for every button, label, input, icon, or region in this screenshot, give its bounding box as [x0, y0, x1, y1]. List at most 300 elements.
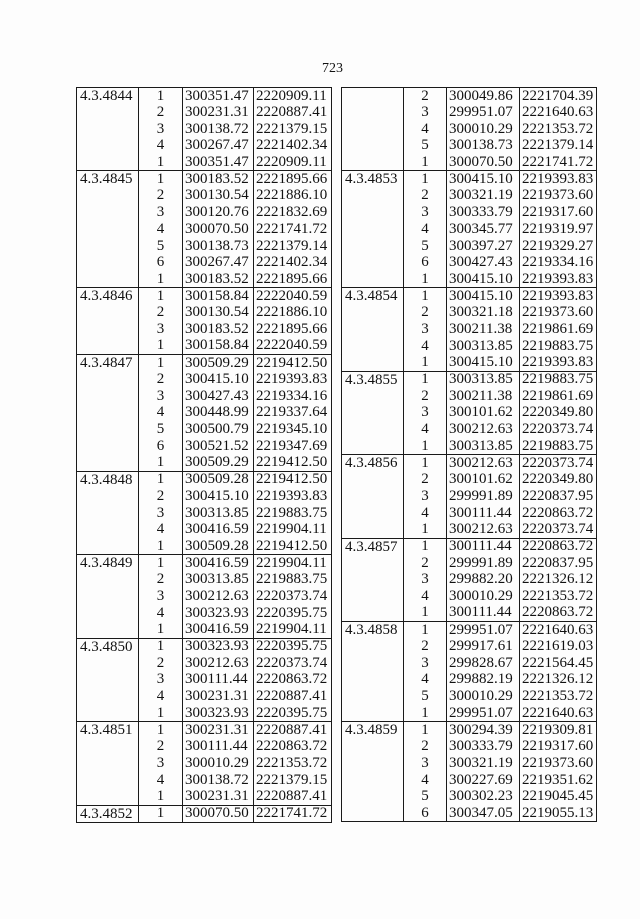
point-number-cell: 6	[139, 438, 183, 455]
y-coordinate-cell: 2221832.69	[254, 204, 332, 221]
point-number-cell: 4	[404, 588, 447, 605]
point-number-cell: 3	[139, 505, 183, 522]
point-number-cell: 1	[404, 455, 447, 472]
point-number-cell: 5	[404, 688, 447, 705]
point-number-cell: 1	[139, 154, 183, 171]
point-number-cell: 1	[404, 622, 447, 639]
y-coordinate-cell: 2220909.11	[254, 154, 332, 171]
y-coordinate-cell: 2219373.60	[520, 755, 597, 772]
parcel-id-cell: 4.3.4859	[342, 722, 404, 822]
y-coordinate-cell: 2221379.14	[254, 238, 332, 255]
point-number-cell: 2	[404, 88, 447, 105]
point-number-cell: 3	[404, 321, 447, 338]
x-coordinate-cell: 300231.31	[183, 688, 254, 705]
point-number-cell: 2	[139, 655, 183, 672]
y-coordinate-cell: 2219317.60	[520, 738, 597, 755]
y-coordinate-cell: 2222040.59	[254, 338, 332, 355]
x-coordinate-cell: 300509.29	[183, 455, 254, 472]
y-coordinate-cell: 2221326.12	[520, 571, 597, 588]
table-row	[77, 805, 332, 822]
parcel-id-cell: 4.3.4850	[77, 638, 139, 721]
y-coordinate-cell: 2219393.83	[254, 371, 332, 388]
y-coordinate-cell: 2219412.50	[254, 471, 332, 488]
point-number-cell: 2	[404, 555, 447, 572]
x-coordinate-cell: 300231.31	[183, 788, 254, 805]
y-coordinate-cell: 2221886.10	[254, 188, 332, 205]
point-number-cell: 3	[404, 571, 447, 588]
parcel-id-cell: 4.3.4853	[342, 171, 404, 288]
x-coordinate-cell: 300120.76	[183, 204, 254, 221]
y-coordinate-cell: 2221895.66	[254, 321, 332, 338]
point-number-cell: 3	[139, 588, 183, 605]
point-number-cell: 1	[139, 705, 183, 722]
x-coordinate-cell: 300231.31	[183, 104, 254, 121]
point-number-cell: 2	[139, 188, 183, 205]
point-number-cell: 3	[404, 655, 447, 672]
point-number-cell: 3	[404, 204, 447, 221]
parcel-id-cell	[342, 88, 404, 171]
y-coordinate-cell: 2219904.11	[254, 555, 332, 572]
point-number-cell: 2	[404, 304, 447, 321]
x-coordinate-cell: 300321.19	[447, 755, 520, 772]
point-number-cell: 1	[404, 538, 447, 555]
x-coordinate-cell: 300351.47	[183, 154, 254, 171]
y-coordinate-cell: 2219319.97	[520, 221, 597, 238]
x-coordinate-cell: 300070.50	[183, 805, 254, 822]
x-coordinate-cell: 299882.20	[447, 571, 520, 588]
point-number-cell: 4	[139, 138, 183, 155]
table-row	[77, 171, 332, 188]
x-coordinate-cell: 300313.85	[183, 505, 254, 522]
point-number-cell: 1	[139, 455, 183, 472]
x-coordinate-cell: 300101.62	[447, 471, 520, 488]
point-number-cell: 1	[404, 288, 447, 305]
point-number-cell: 5	[139, 421, 183, 438]
point-number-cell: 3	[404, 104, 447, 121]
point-number-cell: 4	[139, 405, 183, 422]
point-number-cell: 1	[139, 788, 183, 805]
y-coordinate-cell: 2221895.66	[254, 271, 332, 288]
y-coordinate-cell: 2219373.60	[520, 304, 597, 321]
y-coordinate-cell: 2221326.12	[520, 672, 597, 689]
y-coordinate-cell: 2219045.45	[520, 788, 597, 805]
point-number-cell: 4	[404, 421, 447, 438]
point-number-cell: 3	[139, 321, 183, 338]
y-coordinate-cell: 2221402.34	[254, 254, 332, 271]
point-number-cell: 2	[139, 488, 183, 505]
y-coordinate-cell: 2220887.41	[254, 722, 332, 739]
x-coordinate-cell: 300111.44	[183, 738, 254, 755]
left-coordinate-table	[76, 87, 332, 823]
x-coordinate-cell: 300010.29	[447, 588, 520, 605]
y-coordinate-cell: 2220863.72	[520, 605, 597, 622]
x-coordinate-cell: 299991.89	[447, 488, 520, 505]
x-coordinate-cell: 300158.84	[183, 288, 254, 305]
x-coordinate-cell: 300070.50	[447, 154, 520, 171]
x-coordinate-cell: 300212.63	[447, 421, 520, 438]
x-coordinate-cell: 300183.52	[183, 271, 254, 288]
x-coordinate-cell: 300070.50	[183, 221, 254, 238]
right-coordinate-table	[341, 87, 597, 822]
y-coordinate-cell: 2219883.75	[520, 438, 597, 455]
y-coordinate-cell: 2221704.39	[520, 88, 597, 105]
x-coordinate-cell: 300521.52	[183, 438, 254, 455]
point-number-cell: 2	[139, 571, 183, 588]
x-coordinate-cell: 300212.63	[447, 455, 520, 472]
y-coordinate-cell: 2221353.72	[520, 588, 597, 605]
y-coordinate-cell: 2220373.74	[520, 521, 597, 538]
y-coordinate-cell: 2221379.15	[254, 121, 332, 138]
point-number-cell: 1	[404, 371, 447, 388]
parcel-id-cell: 4.3.4846	[77, 288, 139, 355]
x-coordinate-cell: 300427.43	[183, 388, 254, 405]
y-coordinate-cell: 2221379.15	[254, 772, 332, 789]
x-coordinate-cell: 300351.47	[183, 88, 254, 105]
x-coordinate-cell: 300416.59	[183, 622, 254, 639]
x-coordinate-cell: 300211.38	[447, 321, 520, 338]
y-coordinate-cell: 2219904.11	[254, 622, 332, 639]
x-coordinate-cell: 300500.79	[183, 421, 254, 438]
x-coordinate-cell: 299882.19	[447, 672, 520, 689]
y-coordinate-cell: 2221402.34	[254, 138, 332, 155]
y-coordinate-cell: 2221353.72	[520, 121, 597, 138]
x-coordinate-cell: 300267.47	[183, 138, 254, 155]
x-coordinate-cell: 300333.79	[447, 738, 520, 755]
point-number-cell: 1	[404, 605, 447, 622]
x-coordinate-cell: 300049.86	[447, 88, 520, 105]
point-number-cell: 2	[404, 638, 447, 655]
point-number-cell: 1	[139, 638, 183, 655]
y-coordinate-cell: 2220373.74	[254, 588, 332, 605]
y-coordinate-cell: 2220887.41	[254, 688, 332, 705]
x-coordinate-cell: 300267.47	[183, 254, 254, 271]
point-number-cell: 4	[404, 772, 447, 789]
y-coordinate-cell: 2219904.11	[254, 521, 332, 538]
x-coordinate-cell: 300294.39	[447, 722, 520, 739]
x-coordinate-cell: 300323.93	[183, 638, 254, 655]
x-coordinate-cell: 300138.72	[183, 772, 254, 789]
point-number-cell: 1	[139, 622, 183, 639]
point-number-cell: 1	[404, 722, 447, 739]
point-number-cell: 6	[404, 805, 447, 822]
table-row	[77, 288, 332, 305]
x-coordinate-cell: 300313.85	[447, 438, 520, 455]
point-number-cell: 1	[139, 271, 183, 288]
point-number-cell: 1	[139, 538, 183, 555]
point-number-cell: 2	[139, 304, 183, 321]
table-row	[342, 455, 597, 472]
table-row	[342, 171, 597, 188]
point-number-cell: 1	[139, 471, 183, 488]
point-number-cell: 4	[404, 121, 447, 138]
x-coordinate-cell: 300138.73	[183, 238, 254, 255]
point-number-cell: 4	[139, 605, 183, 622]
x-coordinate-cell: 300397.27	[447, 238, 520, 255]
x-coordinate-cell: 300212.63	[183, 655, 254, 672]
x-coordinate-cell: 300323.93	[183, 705, 254, 722]
point-number-cell: 3	[139, 672, 183, 689]
x-coordinate-cell: 299828.67	[447, 655, 520, 672]
x-coordinate-cell: 300448.99	[183, 405, 254, 422]
x-coordinate-cell: 300313.85	[447, 338, 520, 355]
table-row	[342, 622, 597, 639]
table-row	[77, 471, 332, 488]
x-coordinate-cell: 300321.18	[447, 304, 520, 321]
x-coordinate-cell: 300302.23	[447, 788, 520, 805]
table-row	[342, 722, 597, 739]
x-coordinate-cell: 299951.07	[447, 622, 520, 639]
x-coordinate-cell: 300183.52	[183, 321, 254, 338]
point-number-cell: 1	[139, 171, 183, 188]
point-number-cell: 4	[139, 688, 183, 705]
point-number-cell: 3	[139, 755, 183, 772]
y-coordinate-cell: 2220373.74	[520, 455, 597, 472]
y-coordinate-cell: 2219345.10	[254, 421, 332, 438]
table-row	[77, 638, 332, 655]
y-coordinate-cell: 2219393.83	[520, 171, 597, 188]
y-coordinate-cell: 2221353.72	[520, 688, 597, 705]
point-number-cell: 4	[139, 221, 183, 238]
table-row	[342, 538, 597, 555]
y-coordinate-cell: 2219055.13	[520, 805, 597, 822]
x-coordinate-cell: 299951.07	[447, 705, 520, 722]
parcel-id-cell: 4.3.4855	[342, 371, 404, 454]
point-number-cell: 2	[404, 188, 447, 205]
y-coordinate-cell: 2219309.81	[520, 722, 597, 739]
x-coordinate-cell: 300416.59	[183, 555, 254, 572]
parcel-id-cell: 4.3.4857	[342, 538, 404, 621]
y-coordinate-cell: 2221619.03	[520, 638, 597, 655]
parcel-id-cell: 4.3.4858	[342, 622, 404, 722]
y-coordinate-cell: 2220373.74	[520, 421, 597, 438]
y-coordinate-cell: 2219861.69	[520, 388, 597, 405]
y-coordinate-cell: 2220373.74	[254, 655, 332, 672]
y-coordinate-cell: 2219334.16	[520, 254, 597, 271]
y-coordinate-cell: 2220887.41	[254, 788, 332, 805]
y-coordinate-cell: 2219393.83	[254, 488, 332, 505]
point-number-cell: 1	[139, 555, 183, 572]
y-coordinate-cell: 2221741.72	[254, 221, 332, 238]
point-number-cell: 4	[404, 338, 447, 355]
point-number-cell: 3	[404, 488, 447, 505]
point-number-cell: 1	[404, 271, 447, 288]
parcel-id-cell: 4.3.4845	[77, 171, 139, 288]
x-coordinate-cell: 300130.54	[183, 188, 254, 205]
point-number-cell: 1	[404, 355, 447, 372]
page-number: 723	[322, 61, 343, 76]
x-coordinate-cell: 300415.10	[183, 371, 254, 388]
parcel-id-cell: 4.3.4854	[342, 288, 404, 371]
x-coordinate-cell: 299991.89	[447, 555, 520, 572]
y-coordinate-cell: 2220863.72	[520, 538, 597, 555]
y-coordinate-cell: 2221886.10	[254, 304, 332, 321]
point-number-cell: 1	[139, 288, 183, 305]
point-number-cell: 5	[139, 238, 183, 255]
x-coordinate-cell: 300323.93	[183, 605, 254, 622]
x-coordinate-cell: 299917.61	[447, 638, 520, 655]
point-number-cell: 2	[139, 104, 183, 121]
table-row	[342, 288, 597, 305]
y-coordinate-cell: 2221741.72	[520, 154, 597, 171]
x-coordinate-cell: 300415.10	[447, 171, 520, 188]
point-number-cell: 5	[404, 138, 447, 155]
point-number-cell: 3	[139, 204, 183, 221]
point-number-cell: 1	[404, 705, 447, 722]
x-coordinate-cell: 300111.44	[447, 505, 520, 522]
x-coordinate-cell: 300130.54	[183, 304, 254, 321]
parcel-id-cell: 4.3.4852	[77, 805, 139, 822]
y-coordinate-cell: 2221640.63	[520, 705, 597, 722]
y-coordinate-cell: 2219393.83	[520, 288, 597, 305]
point-number-cell: 1	[404, 521, 447, 538]
x-coordinate-cell: 300111.44	[447, 605, 520, 622]
y-coordinate-cell: 2220395.75	[254, 605, 332, 622]
x-coordinate-cell: 300010.29	[447, 688, 520, 705]
y-coordinate-cell: 2221564.45	[520, 655, 597, 672]
point-number-cell: 2	[404, 738, 447, 755]
point-number-cell: 1	[404, 438, 447, 455]
parcel-id-cell: 4.3.4856	[342, 455, 404, 538]
point-number-cell: 2	[139, 371, 183, 388]
point-number-cell: 5	[404, 788, 447, 805]
point-number-cell: 5	[404, 238, 447, 255]
x-coordinate-cell: 300415.10	[447, 271, 520, 288]
y-coordinate-cell: 2220863.72	[254, 738, 332, 755]
x-coordinate-cell: 300427.43	[447, 254, 520, 271]
y-coordinate-cell: 2220863.72	[520, 505, 597, 522]
y-coordinate-cell: 2220349.80	[520, 405, 597, 422]
table-row	[342, 371, 597, 388]
table-row	[77, 355, 332, 372]
point-number-cell: 1	[404, 154, 447, 171]
right-table-body	[342, 88, 597, 822]
y-coordinate-cell: 2219337.64	[254, 405, 332, 422]
y-coordinate-cell: 2222040.59	[254, 288, 332, 305]
x-coordinate-cell: 300347.05	[447, 805, 520, 822]
x-coordinate-cell: 300313.85	[183, 571, 254, 588]
x-coordinate-cell: 300183.52	[183, 171, 254, 188]
y-coordinate-cell: 2219393.83	[520, 271, 597, 288]
x-coordinate-cell: 300138.72	[183, 121, 254, 138]
point-number-cell: 6	[139, 254, 183, 271]
x-coordinate-cell: 299951.07	[447, 104, 520, 121]
y-coordinate-cell: 2219373.60	[520, 188, 597, 205]
point-number-cell: 4	[404, 505, 447, 522]
x-coordinate-cell: 300111.44	[183, 672, 254, 689]
table-row	[77, 722, 332, 739]
y-coordinate-cell: 2219412.50	[254, 455, 332, 472]
x-coordinate-cell: 300212.63	[183, 588, 254, 605]
point-number-cell: 1	[139, 722, 183, 739]
y-coordinate-cell: 2221640.63	[520, 622, 597, 639]
point-number-cell: 2	[404, 471, 447, 488]
x-coordinate-cell: 300509.29	[183, 355, 254, 372]
y-coordinate-cell: 2219412.50	[254, 538, 332, 555]
y-coordinate-cell: 2221353.72	[254, 755, 332, 772]
x-coordinate-cell: 300010.29	[447, 121, 520, 138]
y-coordinate-cell: 2220395.75	[254, 705, 332, 722]
x-coordinate-cell: 300333.79	[447, 204, 520, 221]
y-coordinate-cell: 2220349.80	[520, 471, 597, 488]
parcel-id-cell: 4.3.4851	[77, 722, 139, 805]
x-coordinate-cell: 300416.59	[183, 521, 254, 538]
y-coordinate-cell: 2221640.63	[520, 104, 597, 121]
y-coordinate-cell: 2221895.66	[254, 171, 332, 188]
x-coordinate-cell: 300111.44	[447, 538, 520, 555]
y-coordinate-cell: 2219861.69	[520, 321, 597, 338]
x-coordinate-cell: 300321.19	[447, 188, 520, 205]
y-coordinate-cell: 2219329.27	[520, 238, 597, 255]
x-coordinate-cell: 300509.28	[183, 471, 254, 488]
y-coordinate-cell: 2220863.72	[254, 672, 332, 689]
x-coordinate-cell: 300415.10	[447, 288, 520, 305]
point-number-cell: 3	[139, 121, 183, 138]
x-coordinate-cell: 300158.84	[183, 338, 254, 355]
point-number-cell: 3	[404, 755, 447, 772]
left-table-body	[77, 88, 332, 823]
y-coordinate-cell: 2221379.14	[520, 138, 597, 155]
point-number-cell: 2	[404, 388, 447, 405]
point-number-cell: 4	[139, 772, 183, 789]
y-coordinate-cell: 2221741.72	[254, 805, 332, 822]
point-number-cell: 3	[139, 388, 183, 405]
y-coordinate-cell: 2220395.75	[254, 638, 332, 655]
x-coordinate-cell: 300509.28	[183, 538, 254, 555]
point-number-cell: 1	[139, 805, 183, 822]
y-coordinate-cell: 2219334.16	[254, 388, 332, 405]
y-coordinate-cell: 2220837.95	[520, 555, 597, 572]
parcel-id-cell: 4.3.4847	[77, 355, 139, 472]
point-number-cell: 1	[404, 171, 447, 188]
y-coordinate-cell: 2220887.41	[254, 104, 332, 121]
y-coordinate-cell: 2219317.60	[520, 204, 597, 221]
table-row	[77, 555, 332, 572]
y-coordinate-cell: 2219393.83	[520, 355, 597, 372]
x-coordinate-cell: 300231.31	[183, 722, 254, 739]
table-row	[77, 88, 332, 105]
y-coordinate-cell: 2219412.50	[254, 355, 332, 372]
x-coordinate-cell: 300415.10	[183, 488, 254, 505]
x-coordinate-cell: 300211.38	[447, 388, 520, 405]
point-number-cell: 1	[139, 355, 183, 372]
point-number-cell: 2	[139, 738, 183, 755]
y-coordinate-cell: 2219883.75	[520, 338, 597, 355]
y-coordinate-cell: 2219883.75	[254, 505, 332, 522]
x-coordinate-cell: 300415.10	[447, 355, 520, 372]
y-coordinate-cell: 2219883.75	[520, 371, 597, 388]
parcel-id-cell: 4.3.4848	[77, 471, 139, 554]
point-number-cell: 1	[139, 88, 183, 105]
y-coordinate-cell: 2219883.75	[254, 571, 332, 588]
y-coordinate-cell: 2220837.95	[520, 488, 597, 505]
parcel-id-cell: 4.3.4844	[77, 88, 139, 171]
x-coordinate-cell: 300138.73	[447, 138, 520, 155]
point-number-cell: 4	[404, 221, 447, 238]
x-coordinate-cell: 300010.29	[183, 755, 254, 772]
x-coordinate-cell: 300345.77	[447, 221, 520, 238]
point-number-cell: 4	[404, 672, 447, 689]
point-number-cell: 6	[404, 254, 447, 271]
point-number-cell: 1	[139, 338, 183, 355]
x-coordinate-cell: 300227.69	[447, 772, 520, 789]
point-number-cell: 4	[139, 521, 183, 538]
point-number-cell: 3	[404, 405, 447, 422]
parcel-id-cell: 4.3.4849	[77, 555, 139, 638]
table-row	[342, 88, 597, 105]
x-coordinate-cell: 300101.62	[447, 405, 520, 422]
y-coordinate-cell: 2219347.69	[254, 438, 332, 455]
y-coordinate-cell: 2219351.62	[520, 772, 597, 789]
